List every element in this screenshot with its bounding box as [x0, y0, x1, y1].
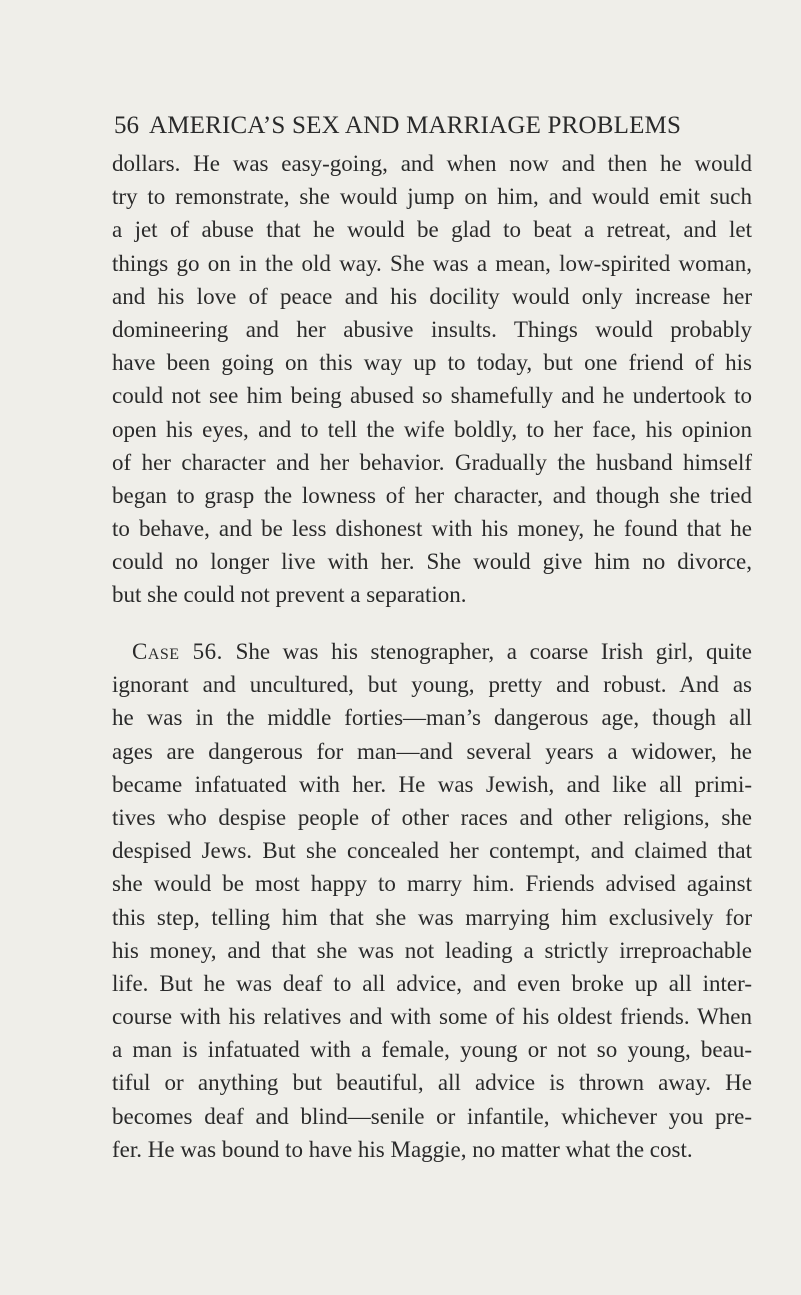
text-line: becomes deaf and blind—senile or infantile, whichever you pre- — [112, 1103, 752, 1129]
text-line: dollars. He was easy-going, and when now and then he would — [112, 151, 752, 176]
running-head — [114, 111, 754, 151]
text-line: domineering and her abusive insults. Things would probably — [112, 316, 752, 342]
text-line: ignorant and uncultured, but young, pretty and robust. And as — [112, 672, 752, 698]
text-line: his money, and that she was not leading a strictly irreproachable — [112, 937, 752, 963]
text-line — [112, 635, 752, 668]
text-line: she would be most happy to marry him. Friends advised against — [112, 871, 752, 897]
text-line: despised Jews. But she concealed her contempt, and claimed that — [112, 838, 752, 864]
case-first-line: She was his stenographer, a coarse Irish girl, quite — [235, 639, 752, 664]
text-line: became infatuated with her. He was Jewish, and like all primi- — [112, 771, 752, 797]
text-line: try to remonstrate, she would jump on him, and would emit such — [112, 184, 752, 210]
paragraph-continuation — [112, 147, 752, 612]
text-line: this step, telling him that she was marrying him exclusively for — [112, 904, 752, 930]
text-line: have been going on this way up to today, but one friend of his — [112, 350, 752, 376]
text-line: to behave, and be less dishonest with his money, he found that he — [112, 516, 752, 542]
text-line: a man is infatuated with a female, young or not so young, beau- — [112, 1037, 752, 1063]
page-number: 56 — [114, 112, 139, 139]
text-line: life. But he was deaf to all advice, and even broke up all inter- — [112, 970, 752, 996]
text-line: things go on in the old way. She was a mean, low-spirited woman, — [112, 250, 752, 276]
text-line: could no longer live with her. She would give him no divorce, — [112, 549, 752, 575]
case-label: Case 56. — [132, 639, 223, 664]
text-line: tives who despise people of other races and other religions, she — [112, 804, 752, 830]
text-line: began to grasp the lowness of her character, and though she tried — [112, 482, 752, 508]
text-line: and his love of peace and his docility would only increase her — [112, 283, 752, 309]
text-line: a jet of abuse that he would be glad to beat a retreat, and let — [112, 217, 752, 243]
text-line: tiful or anything but beautiful, all advice is thrown away. He — [112, 1070, 752, 1096]
text-line: he was in the middle forties—man’s dangerous age, though all — [112, 705, 752, 731]
text-line: fer. He was bound to have his Maggie, no matter what the cost. — [112, 1136, 693, 1162]
paragraph-case-56 — [112, 635, 752, 1166]
running-title: AMERICA’S SEX AND MARRIAGE PROBLEMS — [149, 112, 682, 139]
text-line: could not see him being abused so shamefully and he undertook to — [112, 383, 752, 409]
text-line: ages are dangerous for man—and several years a widower, he — [112, 738, 752, 764]
text-line: open his eyes, and to tell the wife boldly, to her face, his opinion — [112, 416, 752, 442]
text-line: course with his relatives and with some of his oldest friends. When — [112, 1004, 752, 1030]
text-line: but she could not prevent a separation. — [112, 582, 467, 608]
text-line: of her character and her behavior. Gradually the husband himself — [112, 449, 752, 475]
